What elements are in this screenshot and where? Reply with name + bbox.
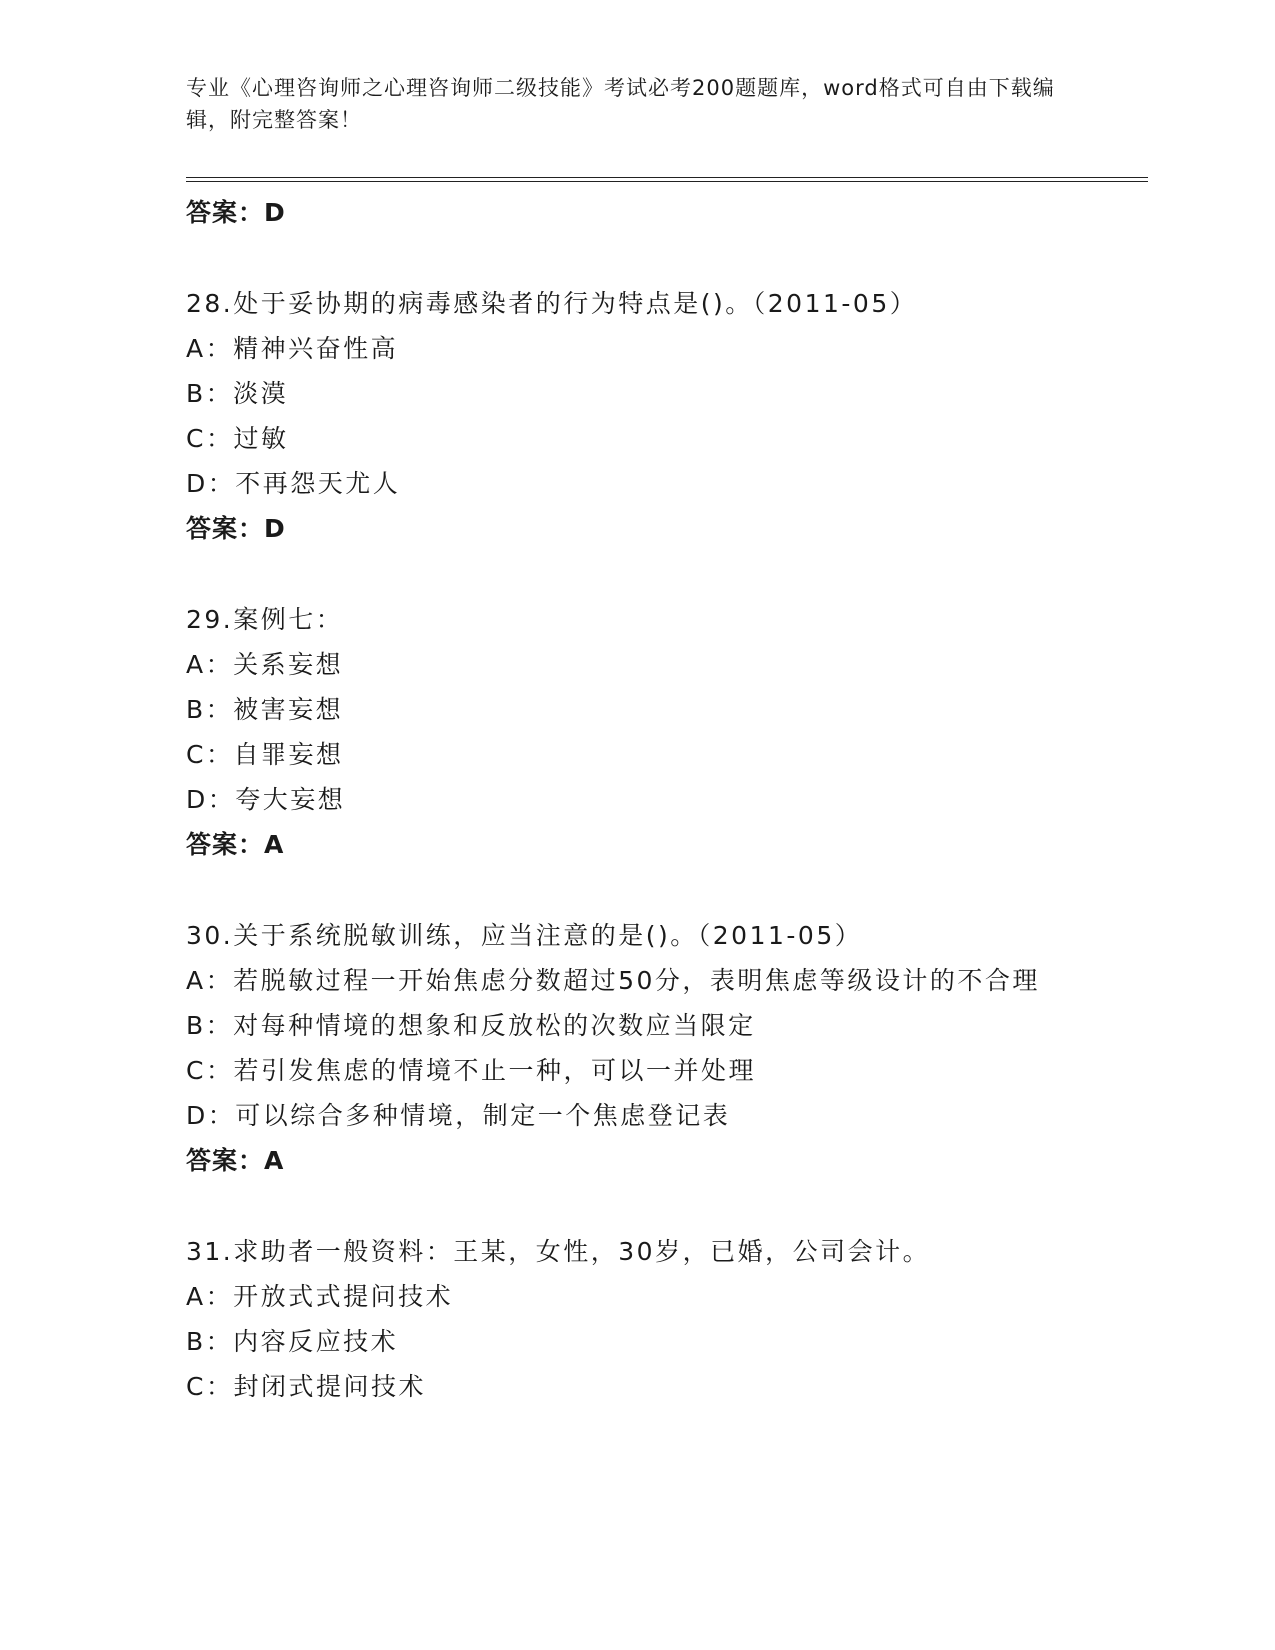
answer-line: 答案：D [186,198,286,227]
answer-line: 答案：A [186,1146,285,1175]
option-d: D：不再怨天尤人 [186,469,401,498]
option-a: A：若脱敏过程一开始焦虑分数超过50分，表明焦虑等级设计的不合理 [186,966,1040,995]
option-d: D：夸大妄想 [186,785,346,814]
option-b: B：被害妄想 [186,695,344,724]
document-header: 专业《心理咨询师之心理咨询师二级技能》考试必考200题题库，word格式可自由下载编辑，附完整答案！ [186,76,1055,132]
question-stem: 28.处于妥协期的病毒感染者的行为特点是()。（2011-05） [186,289,918,318]
option-d: D：可以综合多种情境，制定一个焦虑登记表 [186,1101,731,1130]
option-a: A：开放式式提问技术 [186,1282,454,1311]
option-a: A：精神兴奋性高 [186,334,399,363]
option-c: C：过敏 [186,424,289,453]
question-stem: 29.案例七： [186,605,344,634]
spacer [186,551,1086,597]
header-divider [186,177,1148,182]
spacer [186,235,1086,281]
question-29 [186,597,1086,867]
option-c: C：若引发焦虑的情境不止一种，可以一并处理 [186,1056,756,1085]
option-c: C：封闭式提问技术 [186,1372,426,1401]
question-30 [186,913,1086,1183]
question-list [186,190,1086,1409]
spacer [186,1183,1086,1229]
question-stem: 30.关于系统脱敏训练，应当注意的是()。（2011-05） [186,921,863,950]
option-c: C：自罪妄想 [186,740,344,769]
answer-line: 答案：A [186,830,285,859]
question-stem: 31.求助者一般资料：王某，女性，30岁，已婚，公司会计。 [186,1237,931,1266]
spacer [186,867,1086,913]
option-a: A：关系妄想 [186,650,344,679]
option-b: B：对每种情境的想象和反放松的次数应当限定 [186,1011,756,1040]
question-28 [186,281,1086,551]
question-31 [186,1229,1086,1409]
option-b: B：淡漠 [186,379,289,408]
option-b: B：内容反应技术 [186,1327,399,1356]
answer-line: 答案：D [186,514,286,543]
